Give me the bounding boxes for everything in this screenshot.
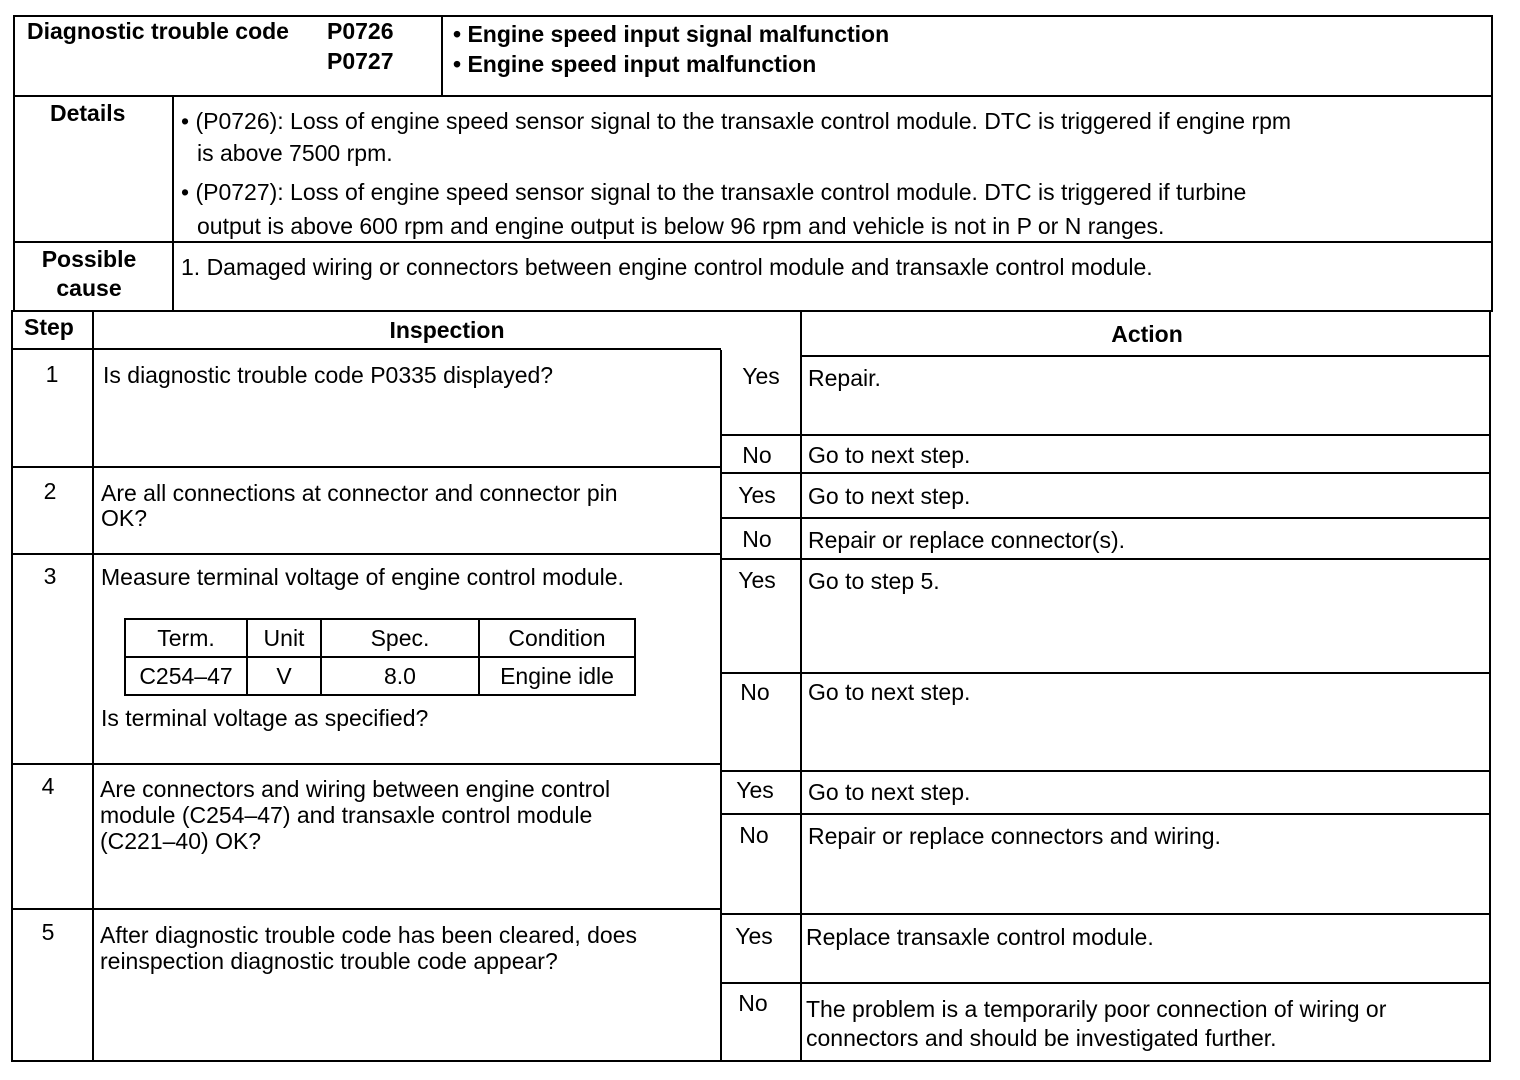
step-inspection-text: OK? [101,505,148,531]
terminal-spec-table [124,618,636,696]
step-inspection-followup: Is terminal voltage as specified? [101,705,429,731]
step-inspection-text: module (C254–47) and transaxle control module [100,802,593,828]
yes-label: Yes [736,777,774,803]
spec-header-unit: Unit [247,619,321,657]
step-inspection-text: Are all connections at connector and connector pin [101,480,618,506]
step-number: 2 [43,478,57,504]
possible-cause-text: 1. Damaged wiring or connectors between engine control module and transaxle control module. [181,254,1153,280]
no-action: Repair or replace connector(s). [808,527,1126,553]
spec-cell-condition: Engine idle [479,657,635,695]
spec-cell-unit: V [247,657,321,695]
step-number: 3 [43,563,57,589]
details-label: Details [50,100,126,126]
no-label: No [742,442,772,468]
details-line-4: output is above 600 rpm and engine output is below 96 rpm and vehicle is not in P or N ranges. [197,213,1165,239]
spec-header-condition: Condition [479,619,635,657]
step-number: 5 [41,919,55,945]
step-number: 1 [45,361,59,387]
details-line-2: is above 7500 rpm. [197,140,393,166]
spec-cell-spec: 8.0 [321,657,479,695]
spec-header-term: Term. [125,619,247,657]
yes-label: Yes [735,923,773,949]
spec-cell-term: C254–47 [125,657,247,695]
yes-action: Go to next step. [808,779,971,805]
details-line-3: • (P0727): Loss of engine speed sensor signal to the transaxle control module. DTC is triggered if turbine [181,179,1247,205]
no-label: No [740,679,770,705]
yes-action: Replace transaxle control module. [806,924,1154,950]
yes-label: Yes [742,363,780,389]
yes-label: Yes [738,567,776,593]
no-action: Go to next step. [808,679,971,705]
step-inspection-text: (C221–40) OK? [100,828,262,854]
no-action: Go to next step. [808,442,971,468]
step-inspection-text: reinspection diagnostic trouble code appear? [100,948,558,974]
possible-cause-label-2: cause [56,275,122,301]
no-action: The problem is a temporarily poor connection of wiring or [806,996,1387,1022]
no-label: No [742,526,772,552]
yes-action: Go to step 5. [808,568,940,594]
details-line-1: • (P0726): Loss of engine speed sensor signal to the transaxle control module. DTC is triggered if engine rpm [181,108,1292,134]
step-inspection-text: After diagnostic trouble code has been cleared, does [100,922,638,948]
no-action: connectors and should be investigated further. [806,1025,1277,1051]
dtc-description-1: • Engine speed input signal malfunction [453,21,890,47]
step-number: 4 [41,773,55,799]
yes-action: Repair. [808,365,881,391]
dtc-description-2: • Engine speed input malfunction [453,51,817,77]
possible-cause-label-1: Possible [41,246,137,272]
column-header-action: Action [1111,321,1183,347]
yes-action: Go to next step. [808,483,971,509]
no-action: Repair or replace connectors and wiring. [808,823,1221,849]
spec-header-spec: Spec. [321,619,479,657]
column-header-inspection: Inspection [389,317,505,343]
step-inspection-text: Are connectors and wiring between engine control [100,776,611,802]
dtc-code-1: P0726 [327,18,394,44]
no-label: No [738,990,768,1016]
dtc-code-2: P0727 [327,48,394,74]
yes-label: Yes [738,482,776,508]
step-inspection-text: Is diagnostic trouble code P0335 displayed? [103,362,554,388]
column-header-step: Step [24,314,74,340]
no-label: No [739,822,769,848]
step-inspection-text: Measure terminal voltage of engine control module. [101,564,624,590]
dtc-label: Diagnostic trouble code [27,18,289,44]
